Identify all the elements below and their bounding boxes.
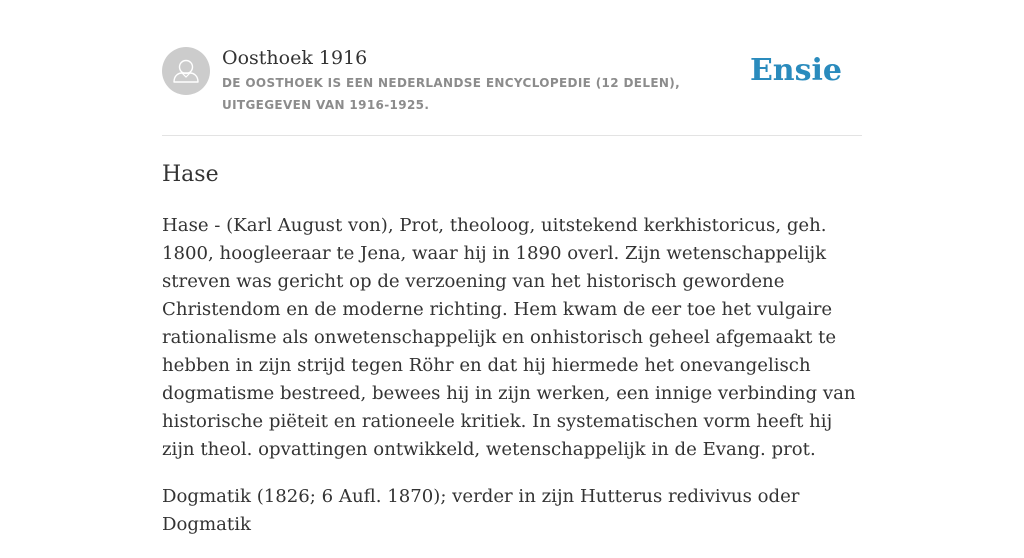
entry-body — [162, 212, 867, 558]
source-title[interactable]: Oosthoek 1916 — [222, 47, 368, 69]
user-icon — [162, 47, 210, 95]
source-header — [162, 46, 862, 116]
header-divider — [162, 135, 862, 136]
entry-paragraph: Dogmatik (1826; 6 Aufl. 1870); verder in zijn Hutterus redivivus oder Dogmatik — [162, 486, 800, 535]
avatar[interactable] — [162, 47, 210, 95]
source-description: DE OOSTHOEK IS EEN NEDERLANDSE ENCYCLOPEDIE (12 DELEN), UITGEGEVEN VAN 1916-1925. — [222, 76, 681, 112]
entry-paragraph: Hase - (Karl August von), Prot, theoloog, uitstekend kerkhistoricus, geh. 1800, hoogleeraar te Jena, waar hij in 1890 overl. Zijn wetenschappelijk streven was gericht op de verzoening van het historisch gewordene Christendom en de moderne richting. Hem kwam de eer toe het vulgaire rationalisme als onwetenschappelijk en onhistorisch geheel afgemaakt te hebben in zijn strijd tegen Röhr en dat hij hiermede het onevangelisch dogmatisme bestreed, bewees hij in zijn werken, een innige verbinding van historische piëteit en rationeele kritiek. In systematischen vorm heeft hij zijn theol. opvattingen ontwikkeld, wetenschappelijk in de Evang. prot. — [162, 215, 856, 460]
entry-title: Hase — [162, 162, 219, 187]
ensie-logo[interactable]: Ensie — [749, 53, 842, 88]
